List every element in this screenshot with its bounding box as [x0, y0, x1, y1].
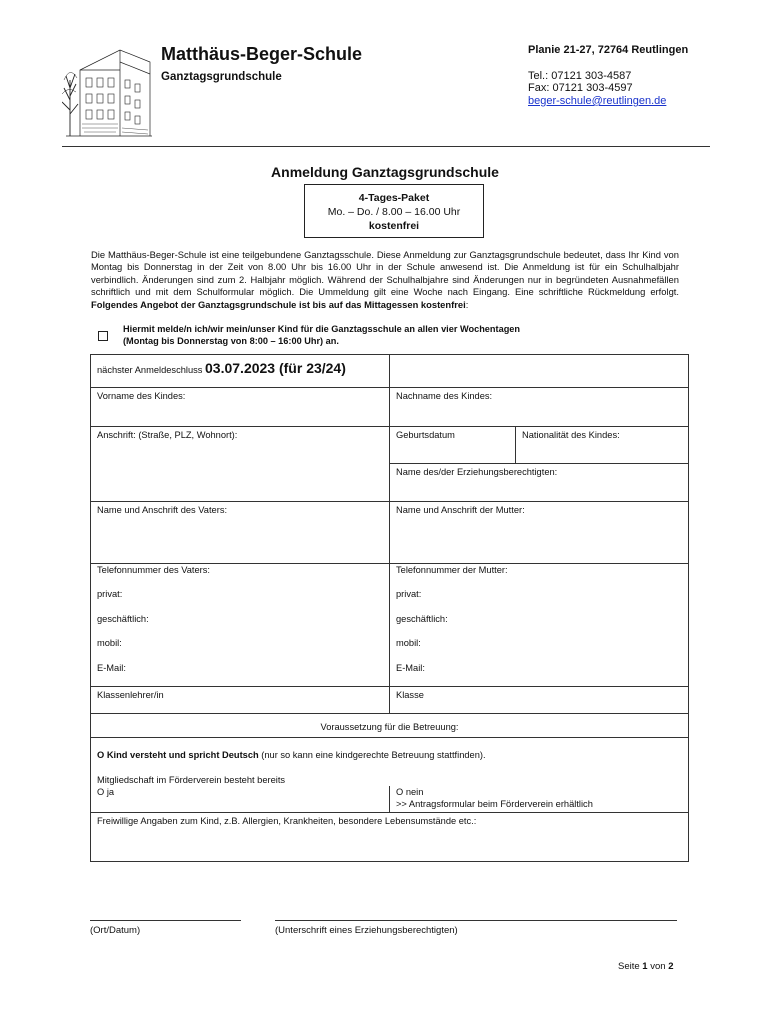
school-type: Ganztagsgrundschule — [161, 71, 282, 83]
birthdate-label: Geburtsdatum — [396, 430, 455, 440]
mother-email-label: E-Mail: — [396, 663, 425, 673]
page-total: 2 — [668, 961, 674, 972]
guardian-name-label: Name des/der Erziehungsberechtigten: — [396, 467, 558, 477]
intro-paragraph — [91, 249, 679, 311]
mother-private-label: privat: — [396, 589, 422, 599]
header-divider — [62, 146, 710, 147]
page-prefix: Seite — [618, 961, 643, 972]
class-field[interactable] — [389, 686, 689, 714]
membership-no-option[interactable]: O nein — [396, 787, 424, 797]
deadline-empty-cell — [389, 354, 689, 388]
voluntary-info-field[interactable] — [90, 812, 689, 862]
membership-divider — [389, 786, 390, 812]
enrollment-checkbox[interactable] — [98, 331, 108, 341]
father-business-label: geschäftlich: — [97, 614, 149, 624]
intro-bold: Folgendes Angebot der Ganztagsgrundschule ist bis auf das Mittagessen kostenfrei — [91, 298, 466, 310]
deadline-label: nächster Anmeldeschluss — [97, 365, 206, 375]
father-name-address-label: Name und Anschrift des Vaters: — [97, 505, 228, 515]
intro-text: Die Matthäus-Beger-Schule ist eine teilgebundene Ganztagsschule. Diese Anmeldung zur Ganztagsgrundschule bedeutet, dass Ihr Kind von Montag bis Donnerstag in der Zeit von 8.00 Uhr bis 16.00 Uhr in der Schule anwesend ist. Die Anmeldung ist für ein Schulhalbjahr verbindlich. Änderungen sind zum 2. Halbjahr möglich. Während der Schulhalbjahre sind Änderungen nur in begründeten Ausnahmefällen schriftlich und mit dem Schulformular möglich. Die Ummeldung gilt eine Woche nach Eingang. Eine schriftliche Rückmeldung erfolgt. — [91, 249, 679, 298]
address-label: Anschrift: (Straße, PLZ, Wohnort): — [97, 430, 238, 440]
german-requirement-note: (nur so kann eine kindgerechte Betreuung stattfinden). — [258, 750, 486, 760]
requirements-label: Voraussetzung für die Betreuung: — [320, 722, 459, 732]
checkbox-label-line1: Hiermit melde/n ich/wir mein/unser Kind für die Ganztagsschule an allen vier Wochentagen — [123, 324, 521, 334]
father-phone-label: Telefonnummer des Vaters: — [97, 565, 210, 575]
mother-name-address-field[interactable] — [389, 501, 689, 564]
class-label: Klasse — [396, 690, 424, 700]
mother-business-label: geschäftlich: — [396, 614, 448, 624]
school-building-sketch-logo — [62, 40, 156, 140]
class-teacher-label: Klassenlehrer/in — [97, 690, 164, 700]
father-name-address-field[interactable] — [90, 501, 390, 564]
form-title: Anmeldung Ganztagsgrundschule — [271, 164, 499, 180]
child-first-name-label: Vorname des Kindes: — [97, 391, 186, 401]
father-private-label: privat: — [97, 589, 123, 599]
school-address: Planie 21-27, 72764 Reutlingen — [528, 44, 689, 56]
child-first-name-field[interactable] — [90, 387, 390, 427]
registration-form — [90, 354, 689, 862]
package-name: 4-Tages-Paket — [358, 192, 430, 204]
deadline-value: 03.07.2023 (für 23/24) — [205, 360, 346, 376]
class-teacher-field[interactable] — [90, 686, 390, 714]
nationality-field[interactable] — [515, 426, 689, 464]
guardian-name-field[interactable] — [389, 463, 689, 502]
child-last-name-field[interactable] — [389, 387, 689, 427]
birthdate-field[interactable] — [389, 426, 516, 464]
page-number — [618, 961, 674, 972]
package-hours: Mo. – Do. / 8.00 – 16.00 Uhr — [327, 206, 461, 218]
page-mid: von — [647, 961, 669, 972]
german-requirement-bold: O Kind versteht und spricht Deutsch — [97, 750, 259, 760]
school-fax: Fax: 07121 303-4597 — [528, 82, 633, 94]
deadline-cell — [90, 354, 390, 388]
nationality-label: Nationalität des Kindes: — [522, 430, 620, 440]
signature-label: (Unterschrift eines Erziehungsberechtigten) — [275, 925, 458, 936]
german-requirement[interactable] — [97, 750, 486, 760]
mother-phone-label: Telefonnummer der Mutter: — [396, 565, 508, 575]
school-phone: Tel.: 07121 303-4587 — [528, 70, 632, 82]
mother-name-address-label: Name und Anschrift der Mutter: — [396, 505, 525, 515]
school-email-link[interactable]: beger-schule@reutlingen.de — [528, 95, 667, 107]
signature-line[interactable] — [275, 920, 677, 921]
voluntary-info-label: Freiwillige Angaben zum Kind, z.B. Allergien, Krankheiten, besondere Lebensumstände etc.: — [97, 816, 477, 826]
father-mobile-label: mobil: — [97, 638, 122, 648]
package-cost: kostenfrei — [368, 220, 420, 232]
place-date-line[interactable] — [90, 920, 241, 921]
place-date-label: (Ort/Datum) — [90, 925, 141, 936]
package-box — [304, 184, 484, 238]
membership-application-note: >> Antragsformular beim Förderverein erhältlich — [396, 799, 593, 809]
address-field[interactable] — [90, 426, 390, 502]
page-current: 1 — [642, 961, 648, 972]
mother-phone-block[interactable] — [389, 563, 689, 687]
school-name: Matthäus-Beger-Schule — [161, 44, 363, 64]
checkbox-label-line2: (Montag bis Donnerstag von 8:00 – 16:00 Uhr) an. — [123, 336, 339, 346]
child-last-name-label: Nachname des Kindes: — [396, 391, 493, 401]
intro-end: : — [465, 298, 469, 310]
father-email-label: E-Mail: — [97, 663, 126, 673]
mother-mobile-label: mobil: — [396, 638, 421, 648]
enrollment-checkbox-label — [123, 323, 520, 347]
father-phone-block[interactable] — [90, 563, 390, 687]
membership-label: Mitgliedschaft im Förderverein besteht bereits — [97, 775, 286, 785]
membership-yes-option[interactable]: O ja — [97, 787, 115, 797]
requirements-header — [90, 713, 689, 738]
